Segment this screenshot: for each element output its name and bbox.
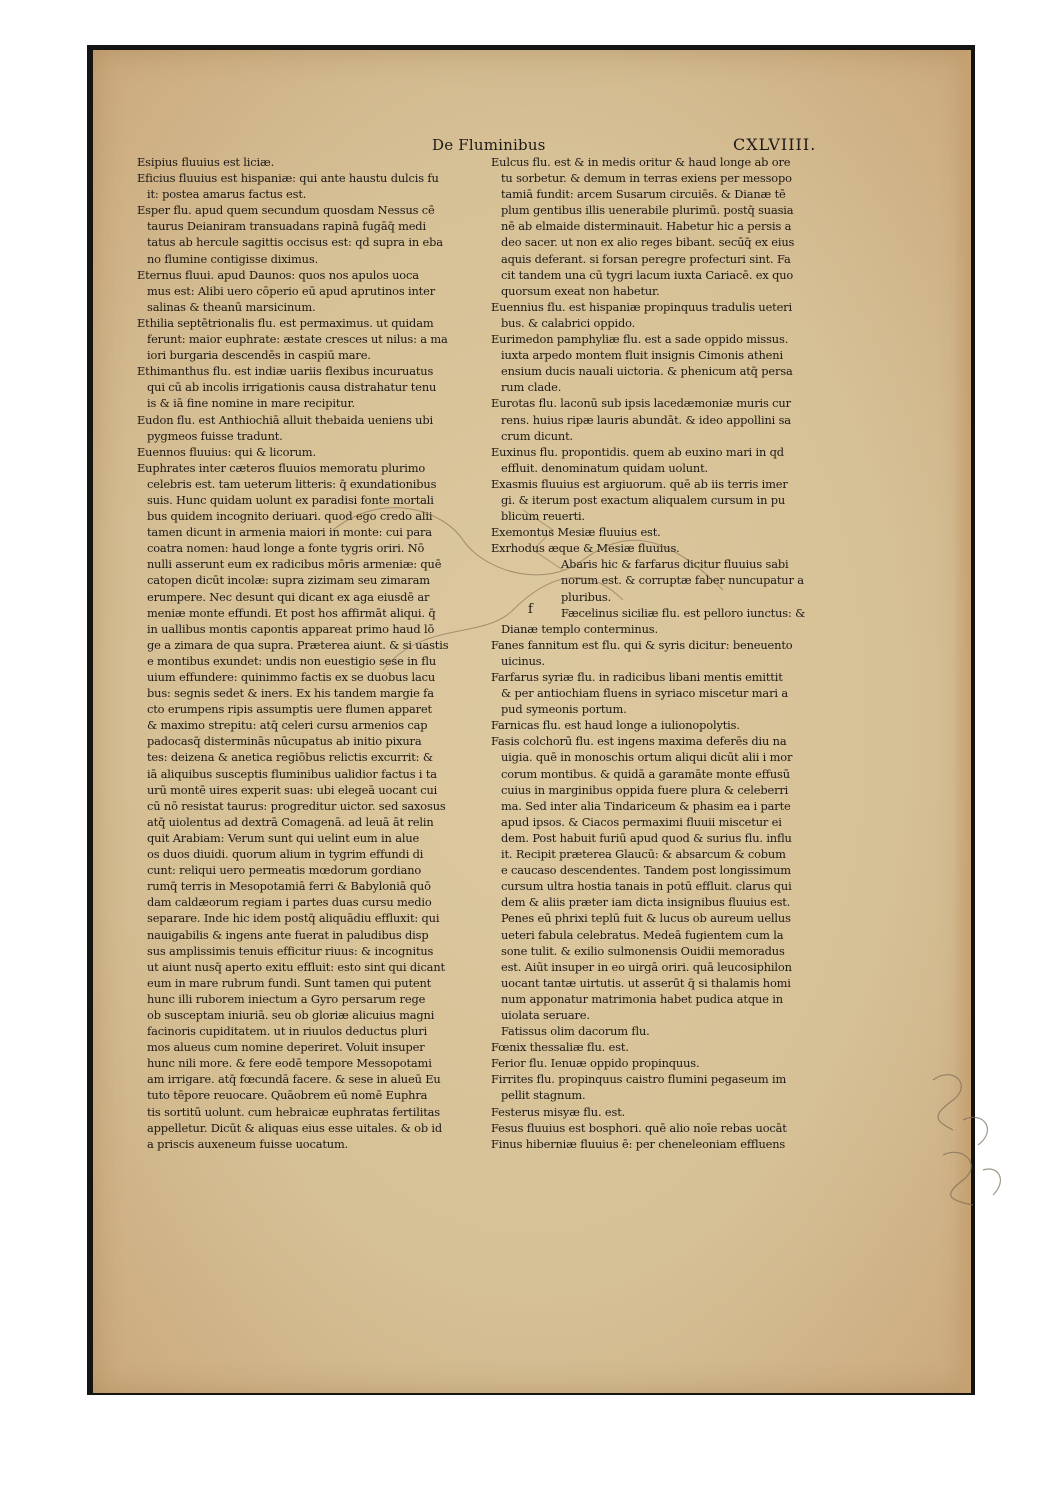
text-line: apud ipsos. & Ciacos permaximi fluuii miscetur ei: [501, 814, 782, 829]
text-line: & maximo strepitu: atq̄ celeri cursu armenios cap: [147, 718, 428, 733]
text-line: num apponatur matrimonia habet pudica atque in: [501, 991, 783, 1006]
text-line: it: postea amarus factus est.: [147, 187, 307, 202]
text-line: plum gentibus illis uenerabile plurimū. postq̄ suasia: [501, 203, 794, 218]
text-line: appelletur. Dicūt & aliquas eius esse uitales. & ob id: [147, 1120, 443, 1135]
text-line: tis sortitū uolunt. cum hebraicæ euphratas fertilitas: [147, 1104, 440, 1119]
text-line: gi. & iterum post exactum aliqualem cursum in pu: [501, 492, 786, 507]
text-line: salinas & theanū marsicinum.: [147, 299, 316, 314]
text-line: Eternus fluui. apud Daunos: quos nos apulos uoca: [137, 267, 419, 282]
text-line: pygmeos fuisse tradunt.: [147, 428, 283, 443]
text-line: cunt: reliqui uero permeatis mœdorum gordiano: [147, 863, 422, 878]
text-line: tamiā fundit: arcem Susarum circuiēs. & Dianæ tē: [501, 187, 786, 202]
text-line: cuius in marginibus oppida fuere plura & celeberri: [501, 782, 789, 797]
text-line: cto erumpens ripis assumptis uere flumen apparet: [147, 702, 432, 717]
text-line: quorsum exeat non habetur.: [501, 283, 660, 298]
text-line: a priscis auxeneum fuisse uocatum.: [147, 1136, 349, 1151]
text-line: Ethimanthus flu. est indiæ uariis flexibus incuruatus: [137, 364, 434, 379]
text-line: erumpere. Nec desunt qui dicant ex aga eiusdē ar: [147, 589, 430, 604]
text-line: ueteri fabula celebratus. Medeā fugientem cum la: [501, 927, 784, 942]
text-line: rumq̄ terris in Mesopotamiā ferri & Babyloniā quō: [147, 879, 431, 894]
text-line: separare. Inde hic idem postq̄ aliquādiu effluxit: qui: [147, 911, 440, 926]
text-line: Ferior flu. Ienuæ oppido propinquus.: [491, 1056, 700, 1071]
text-line: Fatissus olim dacorum flu.: [501, 1024, 650, 1039]
text-line: Eudon flu. est Anthiochiā alluit thebaida ueniens ubi: [137, 412, 433, 427]
text-line: Farnicas flu. est haud longe a iulionopolytis.: [491, 718, 740, 733]
text-line: Eurotas flu. laconū sub ipsis lacedæmoniæ muris cur: [491, 396, 791, 411]
text-line: taurus Deianiram transuadans rapinā fugāq̄ medi: [147, 219, 426, 234]
text-line: Firrites flu. propinquus caistro flumini pegaseum im: [491, 1072, 787, 1087]
text-line: ob susceptam iniuriā. seu ob gloriæ alicuius magni: [147, 1007, 435, 1022]
text-line: tamen dicunt in armenia maiori in monte: cui para: [147, 525, 432, 540]
text-line: Euxinus flu. propontidis. quem ab euxino mari in qd: [491, 444, 784, 459]
text-line: bus: segnis sedet & iners. Ex his tandem margie fa: [147, 686, 434, 701]
ownership-stamp: [923, 1060, 1013, 1210]
text-line: celebris est. tam ueterum litteris: q̄ exundationibus: [147, 476, 437, 491]
text-line: blicum reuerti.: [501, 509, 586, 524]
text-line: qui cū ab incolis irrigationis causa distrahatur tenu: [147, 380, 437, 395]
text-line: Dianæ templo conterminus.: [501, 621, 658, 636]
text-line: Eficius fluuius est hispaniæ: qui ante haustu dulcis fu: [137, 171, 439, 186]
text-line: iori burgaria descendēs in caspiū mare.: [147, 348, 371, 363]
text-line: meniæ monte effundi. Et post hos affirmāt aliqui. q̄: [147, 605, 436, 620]
text-line: is & iā fine nomine in mare recipitur.: [147, 396, 355, 411]
text-line: sone tulit. & exilio sulmonensis Ouidii memoradus: [501, 943, 785, 958]
text-line: Euphrates inter cæteros fluuios memoratu plurimo: [137, 460, 426, 475]
text-line: catopen dicūt incolæ: supra zizimam seu zimaram: [147, 573, 430, 588]
text-line: eum in mare rubrum fundi. Sunt tamen qui putent: [147, 975, 432, 990]
text-line: tes: deizena & anetica regiōbus relictis excurrit: &: [147, 750, 433, 765]
text-line: mos alueus cum nomine deperiret. Voluit insuper: [147, 1040, 425, 1055]
text-line: Esper flu. apud quem secundum quosdam Nessus cē: [137, 203, 435, 218]
text-line: nauigabilis & ingens ante fuerat in paludibus disp: [147, 927, 429, 942]
text-line: rum clade.: [501, 380, 562, 395]
text-line: iuxta arpedo montem fluit insignis Cimonis atheni: [501, 348, 783, 363]
text-line: mus est: Alibi uero cōperio eū apud aprutinos inter: [147, 283, 435, 298]
text-line: Fæcelinus siciliæ flu. est pelloro iunctus: &: [561, 605, 806, 620]
text-line: uigia. quē in monoschis ortum aliqui dicūt alii i mor: [501, 750, 793, 765]
text-line: aquis deferant. si forsan peregre profecturi sint. Fa: [501, 251, 791, 266]
text-line: e caucaso descendentes. Tandem post longissimum: [501, 863, 791, 878]
text-line: iā aliquibus susceptis fluminibus ualidior factus i ta: [147, 766, 437, 781]
text-line: Fanes fannitum est flu. qui & syris dicitur: beneuento: [491, 637, 793, 652]
book-page: [93, 50, 971, 1393]
text-line: bus quidem incognito deriuari. quod ego credo alii: [147, 509, 433, 524]
text-line: ensium ducis nauali uictoria. & phenicum atq̄ persa: [501, 364, 793, 379]
text-line: Euennos fluuius: qui & licorum.: [137, 444, 316, 459]
text-line: & per antiochiam fluens in syriaco miscetur mari a: [501, 686, 788, 701]
text-line: effluit. denominatum quidam uolunt.: [501, 460, 708, 475]
text-line: in uallibus montis capontis appareat primo haud lō: [147, 621, 435, 636]
text-line: uiolata seruare.: [501, 1007, 590, 1022]
text-line: dem. Post habuit furiū apud quod & surius flu. influ: [501, 830, 792, 845]
text-line: Eurimedon pamphyliæ flu. est a sade oppido missus.: [491, 332, 789, 347]
folio-number: CXLVIIII.: [733, 135, 817, 154]
text-line: est. Aiūt insuper in eo uirgā oriri. quā leucosiphilon: [501, 959, 792, 974]
text-line: ge a zimara de qua supra. Præterea aiunt. & si uastis: [147, 637, 449, 652]
text-line: ut aiunt nusq̄ aperto exitu effluit: esto sint qui dicant: [147, 959, 445, 974]
text-line: uicinus.: [501, 653, 545, 668]
text-line: Euennius flu. est hispaniæ propinquus tradulis ueteri: [491, 299, 792, 314]
text-line: sus amplissimis tenuis efficitur riuus: & incognitus: [147, 943, 434, 958]
text-line: am irrigare. atq̄ fœcundā facere. & sese in alueū Eu: [147, 1072, 441, 1087]
text-line: hunc illi ruborem iniectum a Gyro persarum rege: [147, 991, 426, 1006]
text-line: bus. & calabrici oppido.: [501, 315, 636, 330]
right-text-column: [491, 154, 845, 1152]
text-line: deo sacer. ut non ex alio reges bibant. secūq̄ ex eius: [501, 235, 795, 250]
text-line: ma. Sed inter alia Tindariceum & phasim ea i parte: [501, 798, 791, 813]
text-line: crum dicunt.: [501, 428, 573, 443]
text-line: Ethilia septētrionalis flu. est permaximus. ut quidam: [137, 315, 434, 330]
text-line: Finus hiberniæ fluuius ē: per cheneleoniam effluens: [491, 1136, 786, 1151]
margin-letter: f: [528, 602, 533, 617]
text-line: uocant tantæ uirtutis. ut asserūt q̄ si thalamis homi: [501, 975, 791, 990]
text-line: urū montē uires experit suas: ubi elegeā uocant cui: [147, 782, 438, 797]
text-line: padocasq̄ disterminās nūcupatus ab initio pixura: [147, 734, 422, 749]
text-line: Exemontus Mesiæ fluuius est.: [491, 525, 661, 540]
text-line: Fœnix thessaliæ flu. est.: [491, 1040, 629, 1055]
text-line: tuto tēpore reuocare. Quāobrem eū nomē Euphra: [147, 1088, 428, 1103]
text-line: ferunt: maior euphrate: æstate cresces ut nilus: a ma: [147, 332, 448, 347]
text-line: it. Recipit præterea Glaucū: & absarcum & cobum: [501, 847, 786, 862]
text-line: pellit stagnum.: [501, 1088, 586, 1103]
text-line: pud symeonis portum.: [501, 702, 627, 717]
text-line: e montibus exundet: undis non euestigio sese in flu: [147, 653, 437, 668]
text-line: pluribus.: [561, 589, 612, 604]
text-line: dem & aliis præter iam dicta insignibus fluuius est.: [501, 895, 791, 910]
text-line: facinoris cupiditatem. ut in riuulos deductus pluri: [147, 1024, 428, 1039]
text-line: Fasis colchorū flu. est ingens maxima deferēs diu na: [491, 734, 787, 749]
text-line: Fesus fluuius est bosphori. quē alio noīe rebas uocāt: [491, 1120, 787, 1135]
text-line: norum est. & corruptæ faber nuncupatur a: [561, 573, 804, 588]
text-line: cursum ultra hostia tanais in potū effluit. clarus qui: [501, 879, 792, 894]
text-line: uium effundere: quinimmo factis ex se duobus lacu: [147, 670, 436, 684]
text-line: Eulcus flu. est & in medis oritur & haud longe ab ore: [491, 155, 791, 169]
text-line: Abaris hic & farfarus dicitur fluuius sabi: [561, 557, 789, 572]
left-text-column: [137, 154, 491, 1152]
text-line: Penes eū phrixi teplū fuit & lucus ob aureum uellus: [501, 911, 791, 926]
text-line: Festerus misyæ flu. est.: [491, 1104, 626, 1119]
text-line: cit tandem una cū tygri lacum iuxta Cariacē. ex quo: [501, 267, 794, 282]
text-line: tu sorbetur. & demum in terras exiens per messopo: [501, 171, 792, 186]
text-line: nulli asserunt eum ex radicibus mōris armeniæ: quē: [147, 557, 442, 572]
text-line: corum montibus. & quidā a garamāte monte effusū: [501, 766, 790, 781]
text-line: hunc nili more. & fere eodē tempore Messopotami: [147, 1056, 432, 1071]
text-line: nē ab elmaide disterminauit. Habetur hic a persis a: [501, 219, 792, 234]
text-line: Farfarus syriæ flu. in radicibus libani mentis emittit: [491, 670, 783, 684]
text-line: atq̄ uiolentus ad dextrā Comagenā. ad leuā āt relin: [147, 814, 434, 829]
running-head: De Fluminibus: [432, 136, 546, 154]
text-line: os duos diuidi. quorum alium in tygrim effundi di: [147, 847, 424, 862]
text-line: rens. huius ripæ lauris abundāt. & ideo appollini sa: [501, 412, 791, 427]
text-line: Esipius fluuius est liciæ.: [137, 155, 275, 169]
text-line: no flumine contigisse diximus.: [147, 251, 319, 266]
text-line: quit Arabiam: Verum sunt qui uelint eum in alue: [147, 830, 420, 845]
text-line: cū nō resistat taurus: progreditur uictor. sed saxosus: [147, 798, 446, 813]
text-line: suis. Hunc quidam uolunt ex paradisi fonte mortali: [147, 492, 434, 507]
text-line: tatus ab hercule sagittis occisus est: qd supra in eba: [147, 235, 443, 250]
text-line: dam caldæorum regiam i partes duas cursu medio: [147, 895, 432, 910]
text-line: coatra nomen: haud longe a fonte tygris oriri. Nō: [147, 541, 425, 556]
text-line: Exasmis fluuius est argiuorum. quē ab iis terris imer: [491, 476, 788, 491]
text-line: Exrhodus æque & Mesiæ fluuius.: [491, 541, 680, 556]
